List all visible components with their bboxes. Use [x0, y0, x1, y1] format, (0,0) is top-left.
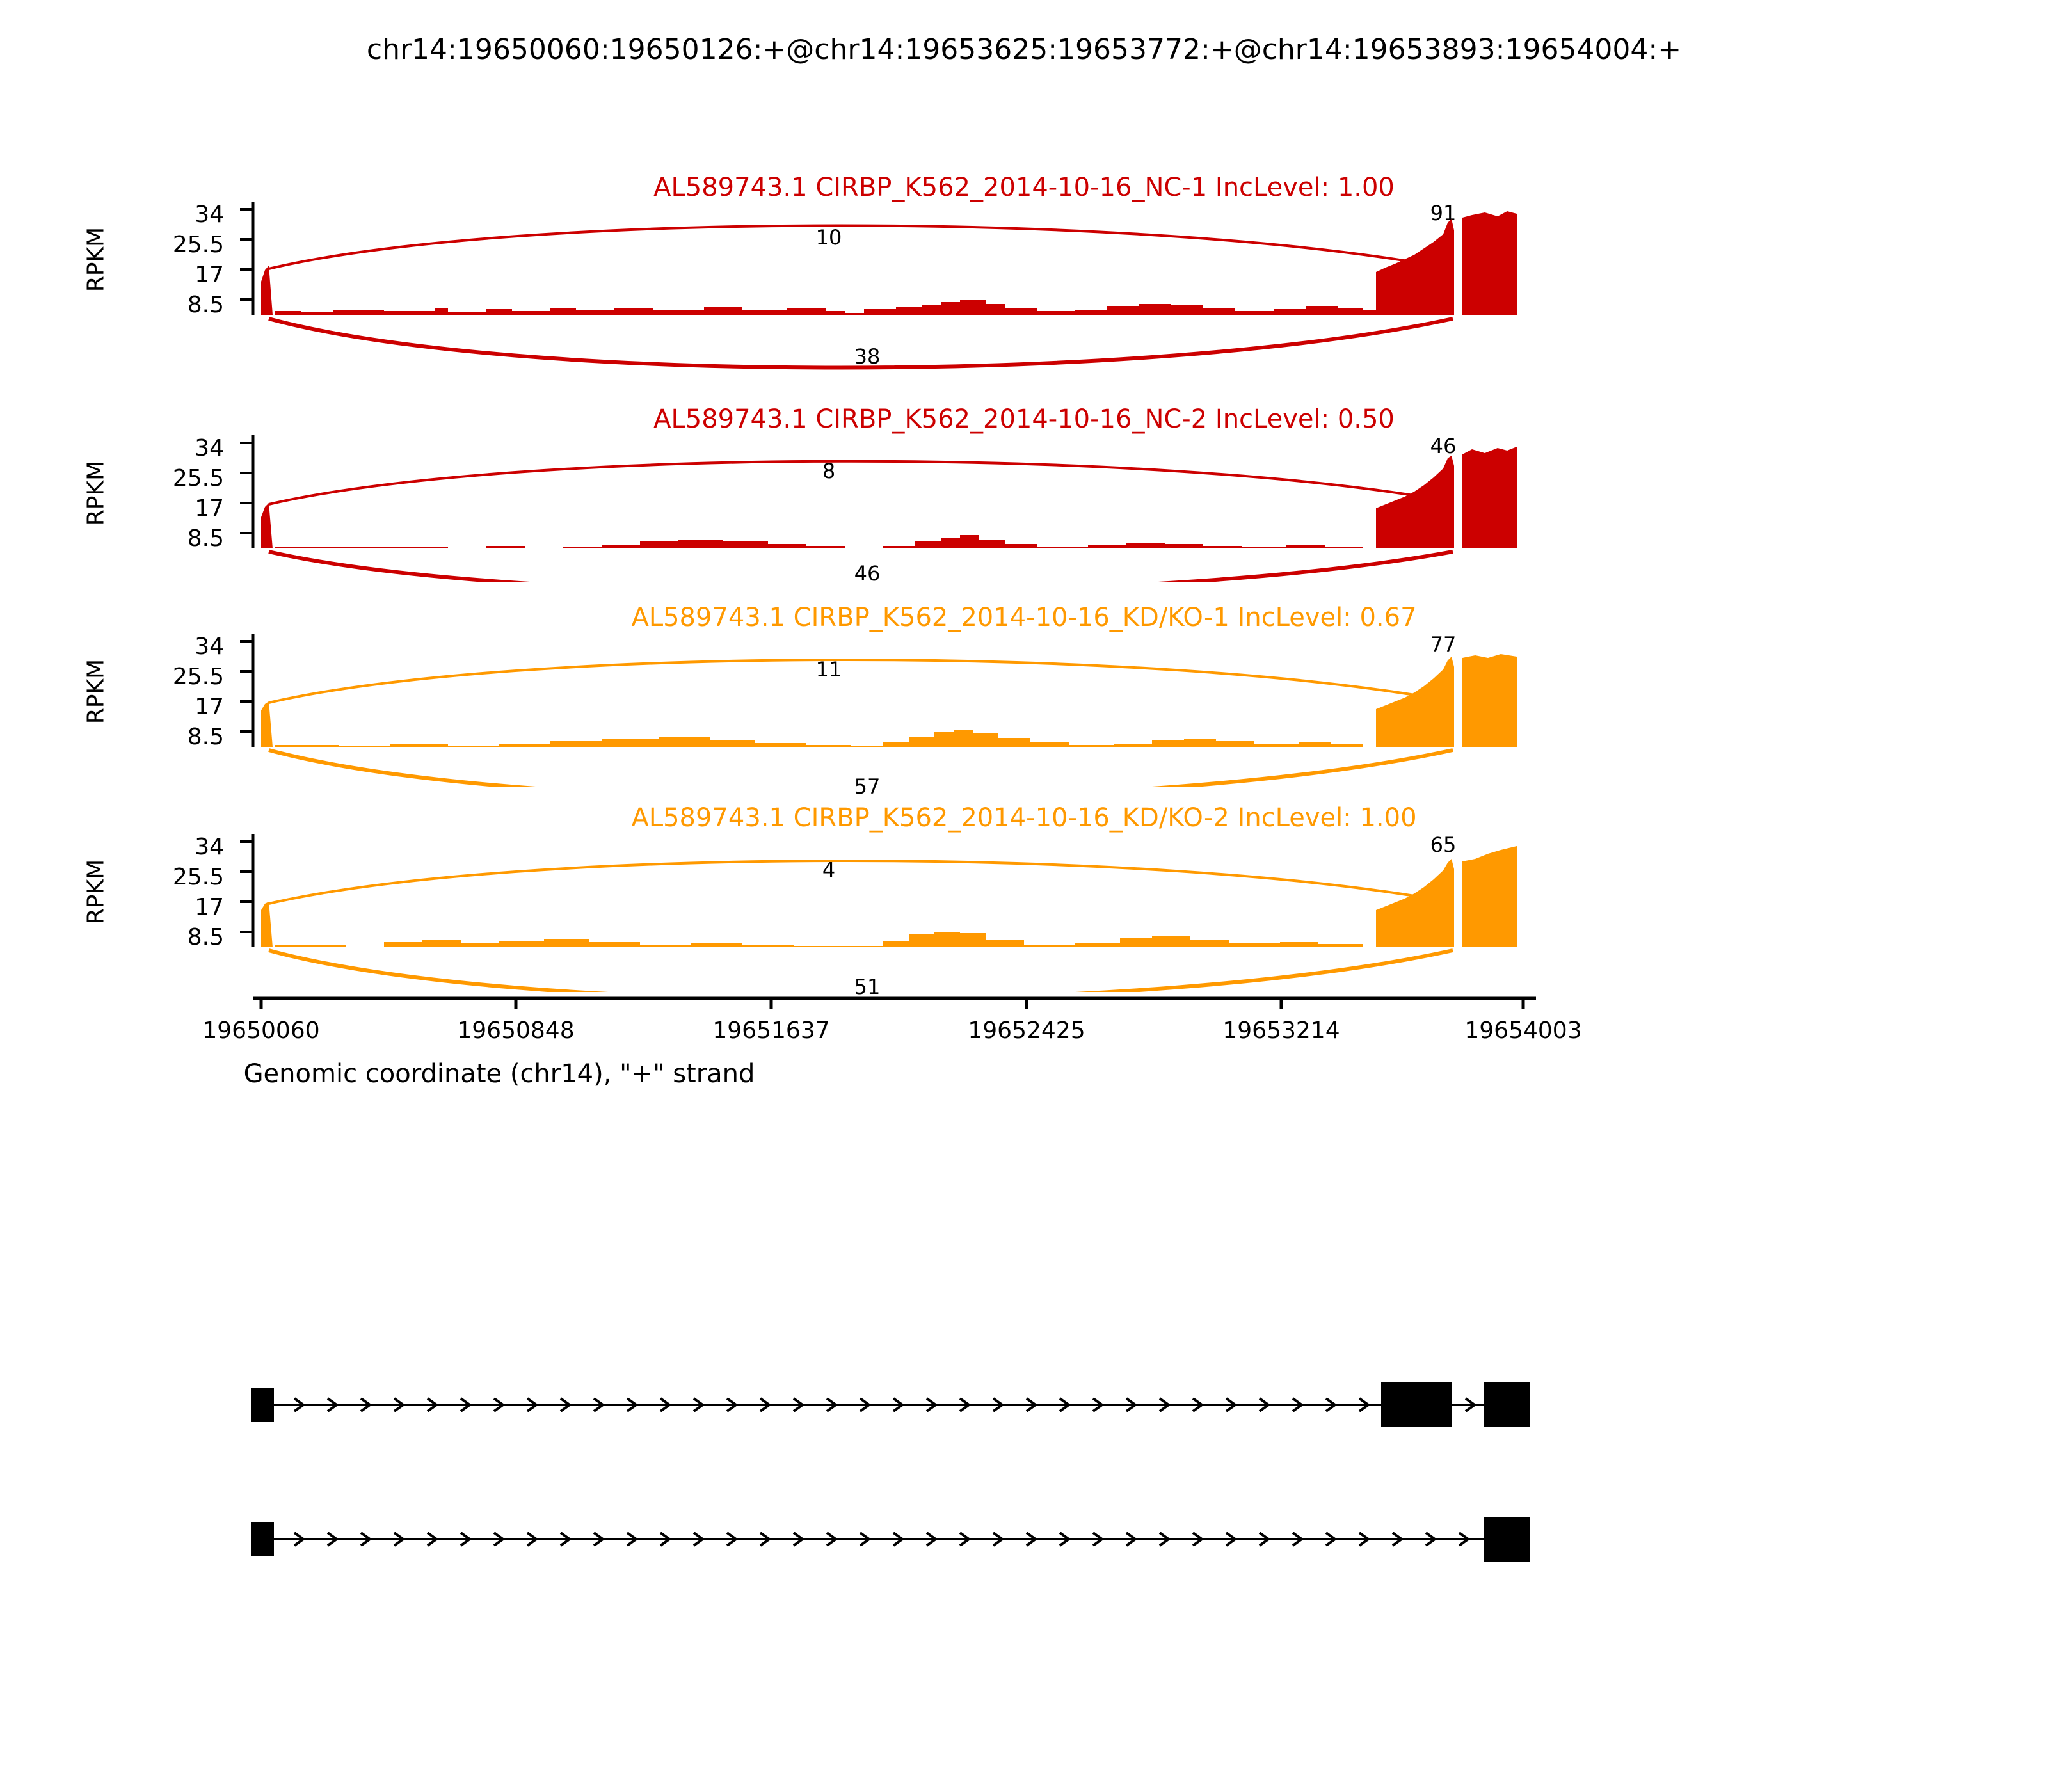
y-axis-label-kd-1: RPKM	[83, 659, 109, 724]
page-title: chr14:19650060:19650126:+@chr14:19653625:19653772:+@chr14:19653893:19654004:+	[366, 33, 1682, 66]
junction-label-top-nc-1: 10	[815, 225, 842, 250]
x-axis-title: Genomic coordinate (chr14), "+" strand	[243, 1059, 755, 1089]
x-tick-19650848: 19650848	[457, 1018, 575, 1044]
panel-title-kd-2: AL589743.1 CIRBP_K562_2014-10-16_KD/KO-2 IncLevel: 1.00	[631, 803, 1417, 833]
y-tick-25-5-kd-2: 25.5	[172, 864, 224, 890]
y-tick-8-5-kd-1: 8.5	[187, 724, 224, 750]
y-axis-label-nc-2: RPKM	[83, 460, 109, 526]
junction-label-bottom-kd-1: 57	[854, 774, 881, 799]
x-tick-19651637: 19651637	[712, 1018, 830, 1044]
y-tick-8-5-kd-2: 8.5	[187, 924, 224, 950]
coverage-peak-label-kd-2: 65	[1430, 833, 1457, 857]
junction-label-top-kd-2: 4	[822, 858, 836, 882]
y-tick-17-kd-1: 17	[195, 694, 224, 720]
coverage-peak-label-kd-1: 77	[1430, 632, 1457, 657]
y-tick-25-5-nc-2: 25.5	[172, 465, 224, 492]
junction-label-bottom-nc-1: 38	[854, 344, 881, 369]
y-tick-34-kd-2: 34	[195, 834, 224, 860]
y-tick-8-5-nc-1: 8.5	[187, 292, 224, 318]
panel-title-nc-2: AL589743.1 CIRBP_K562_2014-10-16_NC-2 IncLevel: 0.50	[653, 404, 1395, 434]
y-axis-label-kd-2: RPKM	[83, 859, 109, 925]
y-tick-34-nc-1: 34	[195, 202, 224, 228]
y-tick-34-kd-1: 34	[195, 634, 224, 660]
sashimi-panel-kd-2	[0, 774, 2048, 999]
coverage-peak-label-nc-2: 46	[1430, 434, 1457, 458]
sashimi-panel-kd-1	[0, 576, 2048, 799]
transcript-model-inclusion	[0, 1363, 2048, 1446]
x-tick-19652425: 19652425	[968, 1018, 1085, 1044]
y-axis-label-nc-1: RPKM	[83, 227, 109, 292]
coverage-track-nc-1	[0, 173, 2048, 384]
x-tick-19650060: 19650060	[202, 1018, 320, 1044]
coverage-track-kd-2	[0, 774, 2048, 992]
junction-label-top-nc-2: 8	[822, 459, 836, 483]
y-tick-25-5-kd-1: 25.5	[172, 664, 224, 690]
coverage-peak-label-nc-1: 91	[1430, 201, 1457, 225]
y-tick-25-5-nc-1: 25.5	[172, 232, 224, 258]
sashimi-panel-nc-1	[0, 173, 2048, 384]
junction-label-bottom-kd-2: 51	[854, 975, 881, 999]
x-tick-19653214: 19653214	[1222, 1018, 1340, 1044]
panel-title-kd-1: AL589743.1 CIRBP_K562_2014-10-16_KD/KO-1 IncLevel: 0.67	[631, 603, 1417, 632]
y-tick-17-nc-2: 17	[195, 495, 224, 522]
sashimi-panel-nc-2	[0, 371, 2048, 586]
panel-title-nc-1: AL589743.1 CIRBP_K562_2014-10-16_NC-1 IncLevel: 1.00	[653, 173, 1395, 202]
y-tick-8-5-nc-2: 8.5	[187, 525, 224, 552]
coverage-track-kd-1	[0, 576, 2048, 787]
y-tick-17-nc-1: 17	[195, 262, 224, 288]
junction-label-top-kd-1: 11	[815, 657, 842, 682]
x-tick-19654003: 19654003	[1464, 1018, 1582, 1044]
coverage-track-nc-2	[0, 371, 2048, 582]
y-tick-17-kd-2: 17	[195, 894, 224, 920]
junction-label-bottom-nc-2: 46	[854, 561, 881, 586]
transcript-model-skipping	[0, 1498, 2048, 1581]
y-tick-34-nc-2: 34	[195, 435, 224, 461]
